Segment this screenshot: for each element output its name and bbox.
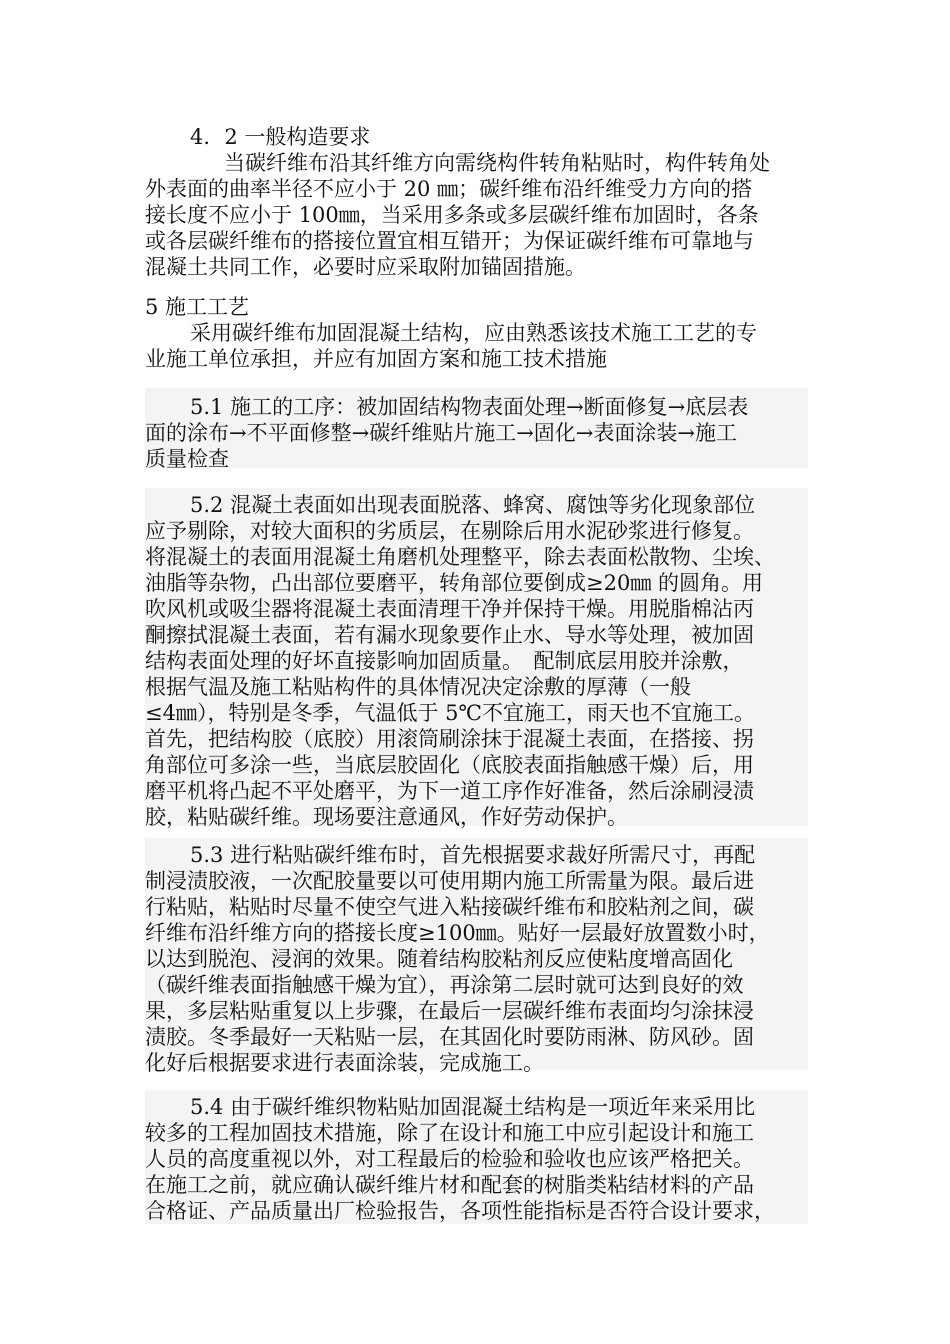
paragraph-line: 化好后根据要求进行表面涂装，完成施工。 [145,1051,544,1075]
paragraph-line: 纤维布沿纤维方向的搭接长度≥100㎜。贴好一层最好放置数小时， [145,921,770,945]
paragraph-line: 角部位可多涂一些，当底层胶固化（底胶表面指触感干燥）后，用 [145,753,754,777]
paragraph-line: 人员的高度重视以外，对工程最后的检验和验收也应该严格把关。 [145,1147,754,1171]
paragraph-line: 较多的工程加固技术措施，除了在设计和施工中应引起设计和施工 [145,1121,754,1145]
paragraph-line: 在施工之前，就应确认碳纤维片材和配套的树脂类粘结材料的产品 [145,1173,754,1197]
paragraph-line: 将混凝土的表面用混凝土角磨机处理整平，除去表面松散物、尘埃、 [145,545,775,569]
section-heading-5: 5 施工工艺 [145,295,250,319]
paragraph-line: 酮擦拭混凝土表面，若有漏水现象要作止水、导水等处理，被加固 [145,623,754,647]
paragraph-line: 果，多层粘贴重复以上步骤，在最后一层碳纤维布表面均匀涂抹浸 [145,999,754,1023]
section-heading-4-2: 4．2 一般构造要求 [190,125,371,149]
paragraph-line: 采用碳纤维布加固混凝土结构，应由熟悉该技术施工工艺的专 [190,321,757,345]
paragraph-line: 接长度不应小于 100㎜，当采用多条或多层碳纤维布加固时，各条 [145,203,759,227]
paragraph-line: 面的涂布→不平面修整→碳纤维贴片施工→固化→表面涂装→施工 [145,421,737,445]
paragraph-line: 吹风机或吸尘器将混凝土表面清理干净并保持干燥。用脱脂棉沾丙 [145,597,754,621]
paragraph-line: （碳纤维表面指触感干燥为宜），再涂第二层时就可达到良好的效 [145,973,744,997]
paragraph-line: 根据气温及施工粘贴构件的具体情况决定涂敷的厚薄（一般 [145,675,691,699]
paragraph-line: 渍胶。冬季最好一天粘贴一层，在其固化时要防雨淋、防风砂。固 [145,1025,754,1049]
paragraph-line: 油脂等杂物，凸出部位要磨平，转角部位要倒成≥20㎜ 的圆角。用 [145,571,763,595]
paragraph-line: 应予剔除，对较大面积的劣质层，在剔除后用水泥砂浆进行修复。 [145,519,754,543]
paragraph-line: 制浸渍胶液，一次配胶量要以可使用期内施工所需量为限。最后进 [145,869,754,893]
paragraph-line: 5.1 施工的工序：被加固结构物表面处理→断面修复→底层表 [190,395,749,419]
paragraph-line: 磨平机将凸起不平处磨平，为下一道工序作好准备，然后涂刷浸渍 [145,779,754,803]
paragraph-line: 外表面的曲率半径不应小于 20 ㎜；碳纤维布沿纤维受力方向的搭 [145,177,753,201]
paragraph-line: 结构表面处理的好坏直接影响加固质量。 配制底层用胶并涂敷， [145,649,744,673]
paragraph-line: 当碳纤维布沿其纤维方向需绕构件转角粘贴时，构件转角处 [224,151,770,175]
paragraph-line: 质量检查 [145,447,229,471]
paragraph-line: 行粘贴，粘贴时尽量不使空气进入粘接碳纤维布和胶粘剂之间，碳 [145,895,754,919]
paragraph-line: 合格证、产品质量出厂检验报告，各项性能指标是否符合设计要求， [145,1199,775,1223]
paragraph-line: 5.4 由于碳纤维织物粘贴加固混凝土结构是一项近年来采用比 [190,1095,756,1119]
paragraph-line: 胶，粘贴碳纤维。现场要注意通风，作好劳动保护。 [145,805,628,829]
paragraph-line: 或各层碳纤维布的搭接位置宜相互错开；为保证碳纤维布可靠地与 [145,229,754,253]
paragraph-line: ≤4㎜），特别是冬季，气温低于 5℃不宜施工，雨天也不宜施工。 [145,701,755,725]
paragraph-line: 业施工单位承担，并应有加固方案和施工技术措施 [145,347,607,371]
paragraph-line: 以达到脱泡、浸润的效果。随着结构胶粘剂反应使粘度增高固化 [145,947,733,971]
paragraph-line: 混凝土共同工作，必要时应采取附加锚固措施。 [145,255,586,279]
paragraph-line: 5.3 进行粘贴碳纤维布时，首先根据要求裁好所需尺寸，再配 [190,843,756,867]
paragraph-line: 首先，把结构胶（底胶）用滚筒刷涂抹于混凝土表面，在搭接、拐 [145,727,754,751]
paragraph-line: 5.2 混凝土表面如出现表面脱落、蜂窝、腐蚀等劣化现象部位 [190,493,756,517]
